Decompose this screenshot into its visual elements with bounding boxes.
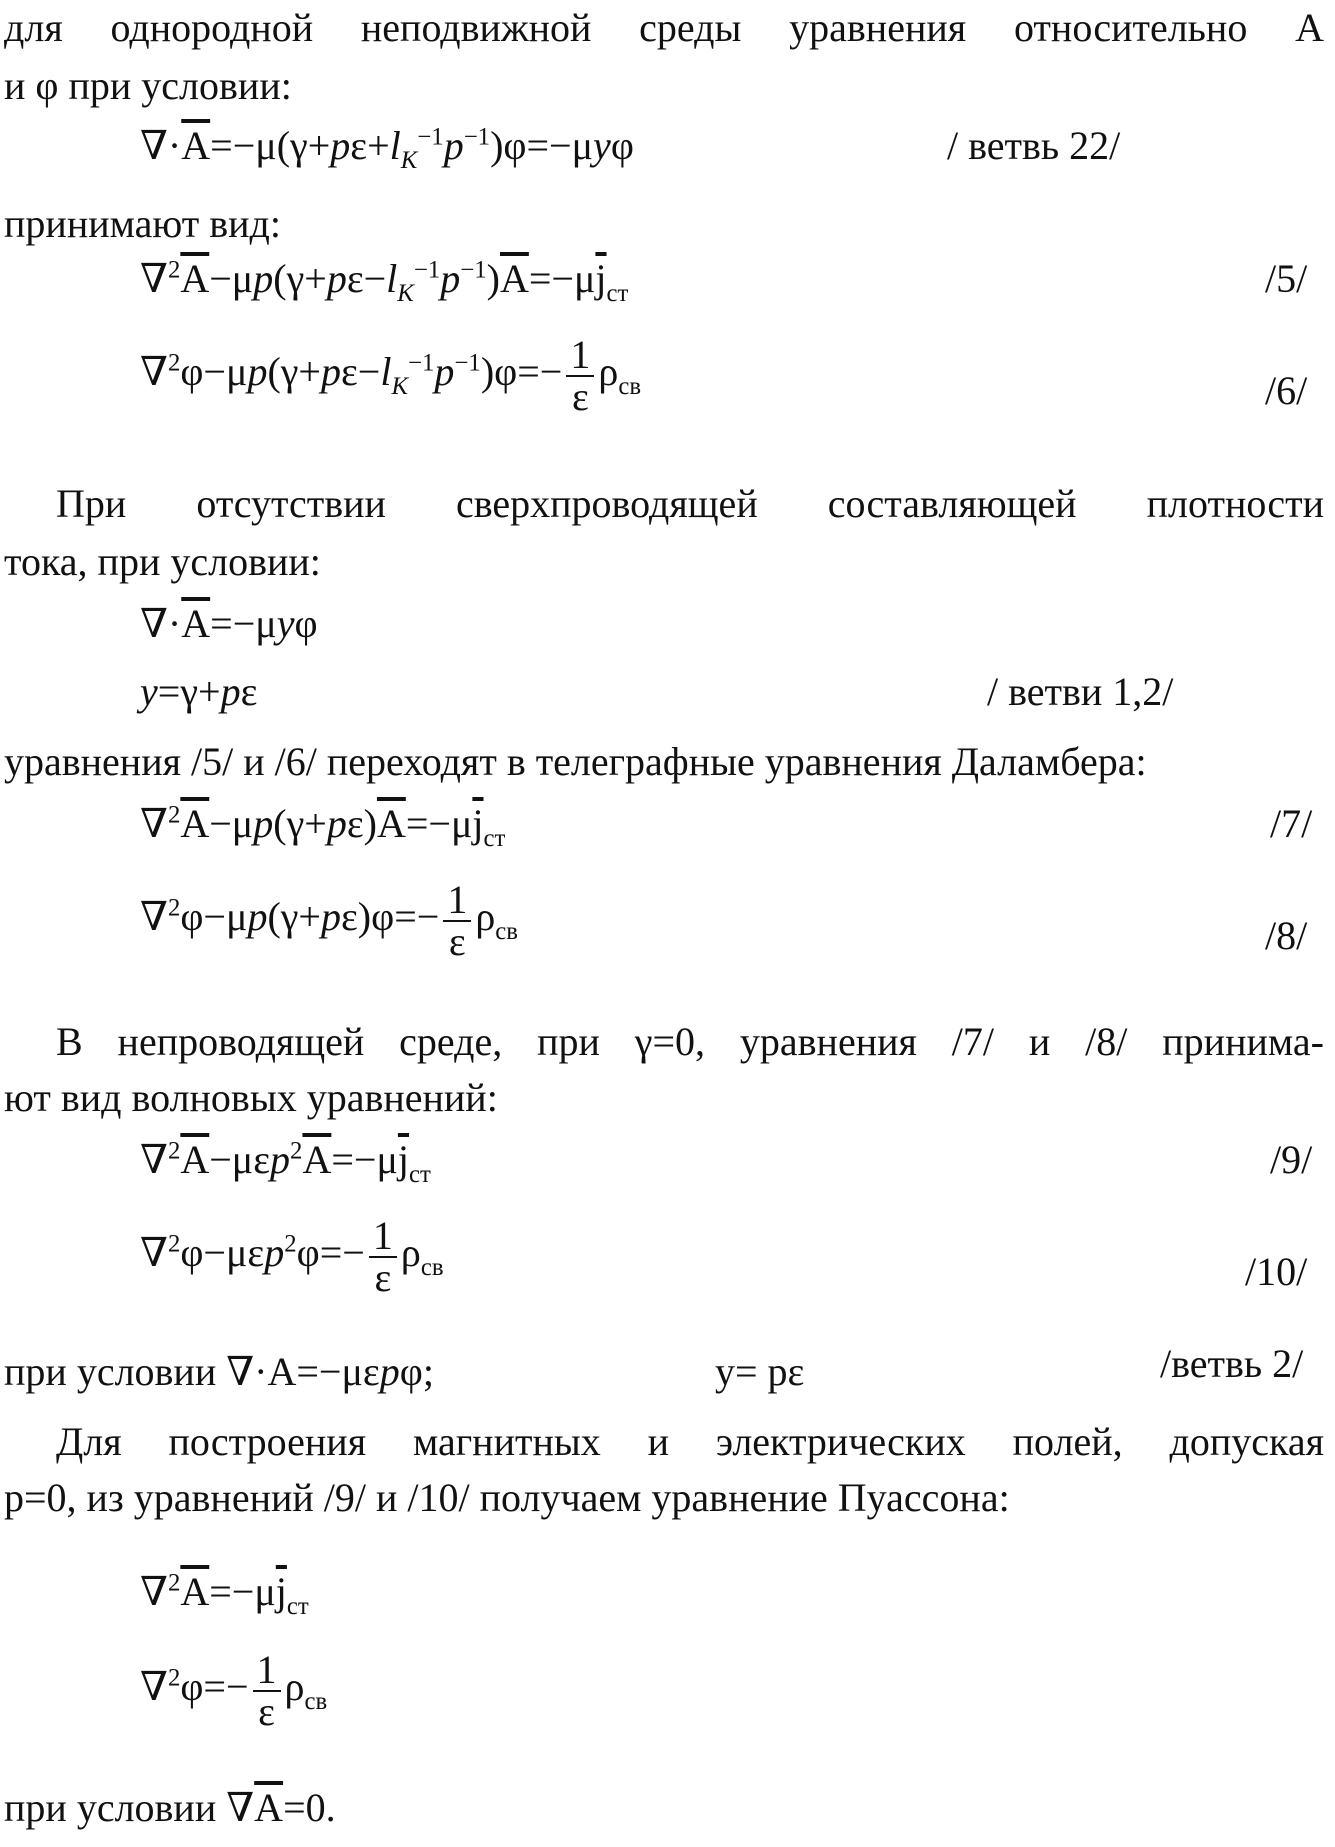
equation-9: $\nabla^2\overline{A}-\mu\varepsilon p^2\overline{A}=-\mu\overline{j}_{ст}$ bbox=[140, 1137, 431, 1188]
condition-a: $\nabla\cdot\overline{A}=-\mu y\varphi$ bbox=[140, 601, 318, 646]
equation-number: /5/ bbox=[1265, 256, 1308, 301]
equation-gauge-condition bbox=[140, 122, 634, 174]
equation-number: /10/ bbox=[1245, 1249, 1308, 1294]
text-line bbox=[4, 4, 1324, 52]
equation-8: ∇$^2$φ−μp(γ+pε)φ=− $\frac{1}{\varepsilon}$ $\rho_{св}$ bbox=[140, 877, 519, 964]
paragraph-text: и φ при условии: bbox=[4, 63, 292, 108]
paragraph-text: для однородной неподвижной среды уравнения относительно A bbox=[4, 5, 1324, 50]
condition-b: y=γ+pε bbox=[140, 669, 258, 714]
text-line: ют вид волновых уравнений: bbox=[4, 1075, 498, 1120]
text-line: принимают вид: bbox=[4, 201, 282, 246]
text-line: тока, при условии: bbox=[4, 539, 321, 584]
text-line: уравнения /5/ и /6/ переходят в телеграфные уравнения Даламбера: bbox=[4, 739, 1147, 784]
equation-7: $\nabla^2\overline{A}-\mu p(\gamma+p\varepsilon)\overline{A}=-\mu\overline{j}_{ст}$ bbox=[140, 801, 506, 852]
poisson-a: $\nabla^2\overline{A}=-\mu\overline{j}_{ст}$ bbox=[140, 1569, 309, 1620]
text-line: При отсутствии сверхпроводящей составляющей плотности bbox=[56, 481, 1324, 526]
text-line: Для построения магнитных и электрических полей, допуская bbox=[56, 1419, 1324, 1464]
text-line: p=0, из уравнений /9/ и /10/ получаем уравнение Пуассона: bbox=[4, 1475, 1010, 1520]
text-line: при условии ∇·A=−μεpφ; bbox=[4, 1349, 434, 1394]
text-line bbox=[4, 62, 292, 110]
equation-number: /8/ bbox=[1265, 913, 1308, 958]
text-line: при условии $\nabla\overline{A}=0$. bbox=[4, 1785, 336, 1830]
text-line: В непроводящей среде, при γ=0, уравнения /7/ и /8/ принима- bbox=[56, 1019, 1324, 1064]
branch-label: /ветвь 2/ bbox=[1160, 1341, 1304, 1386]
branch-label: / ветви 1,2/ bbox=[987, 669, 1174, 714]
equation-6: $\nabla^2\varphi-\mu p(\gamma+p\varepsilon-l_K^{-1}p^{-1})\varphi=-$ $\frac{1}{\varepsilon}$ $\rho_{св}$ bbox=[140, 332, 642, 419]
equation-number: /6/ bbox=[1265, 368, 1308, 413]
poisson-b: ∇$^2$φ=− $\frac{1}{\varepsilon}$ $\rho_{св}$ bbox=[140, 1647, 328, 1734]
equation-number: /9/ bbox=[1270, 1137, 1313, 1182]
equation-5: $\nabla^2\overline{A}-\mu p(\gamma+p\varepsilon-l_K^{-1}p^{-1})\overline{A}=-\mu\overline{j}_{ст}$ bbox=[140, 256, 629, 307]
condition-d: y= pε bbox=[715, 1349, 805, 1394]
branch-label: / ветвь 22/ bbox=[947, 123, 1121, 168]
equation-body: $\nabla\cdot\overline{A}=-\mu(\gamma+p\varepsilon+l_K^{-1}p^{-1})\varphi=-\mu y\varphi$ bbox=[140, 123, 634, 174]
equation-10: ∇$^2$φ−μεp$^2$φ=− $\frac{1}{\varepsilon}$ $\rho_{св}$ bbox=[140, 1213, 444, 1300]
equation-number: /7/ bbox=[1270, 801, 1313, 846]
